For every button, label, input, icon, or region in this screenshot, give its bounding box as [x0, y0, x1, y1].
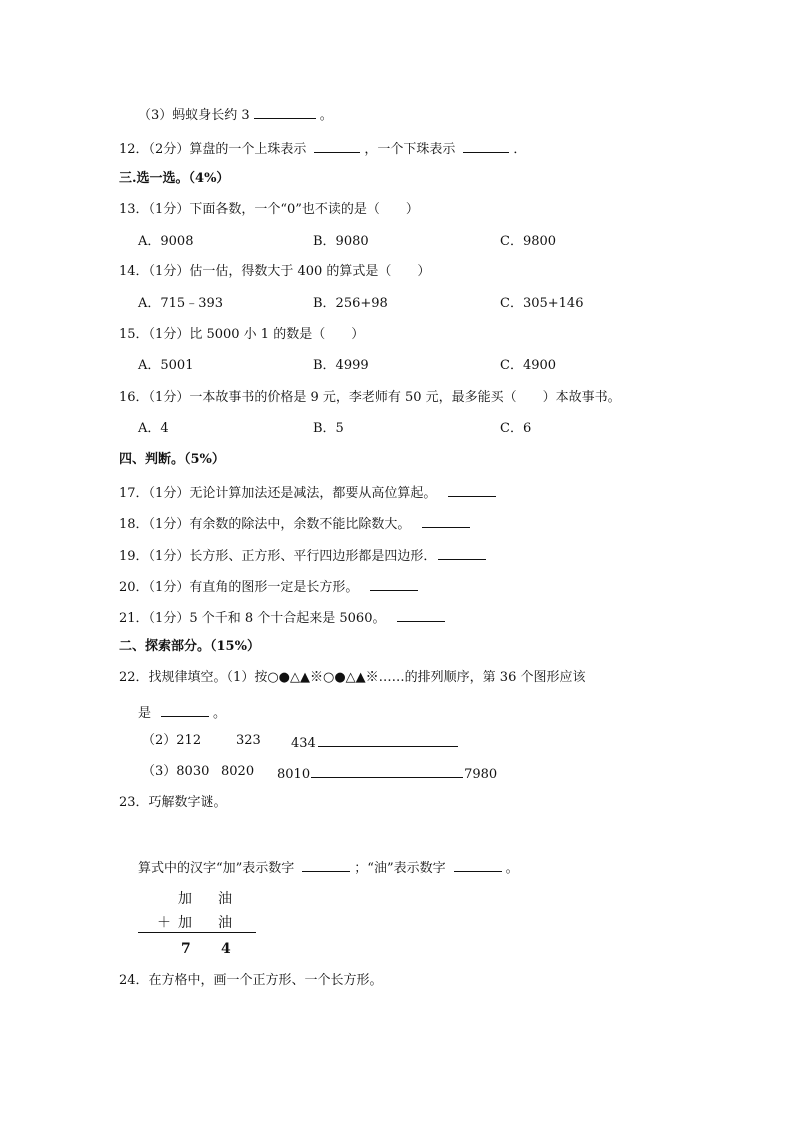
- addend2-ones: 油: [218, 915, 232, 931]
- q21-text: 21．（1分）5 个千和 8 个十合起来是 5060。: [119, 611, 386, 626]
- q11-answer-blank[interactable]: [254, 104, 316, 119]
- q17-text: 17．（1分）无论计算加法还是减法，都要从高位算起。: [119, 486, 437, 501]
- q15-option-a[interactable]: A．5001: [138, 358, 194, 373]
- addend1-ones: 油: [218, 891, 232, 907]
- section-title: 二、探索部分。（15%）: [119, 639, 260, 654]
- q17-answer-blank[interactable]: [448, 482, 496, 497]
- q16-option-a[interactable]: A．4: [138, 421, 169, 436]
- q16-stem: 16．（1分）一本故事书的价格是 9 元，李老师有 50 元，最多能买（ ）本故事书。: [119, 390, 621, 405]
- q20: [119, 576, 422, 597]
- q15-option-b[interactable]: B．4999: [313, 358, 369, 373]
- q13-option-b[interactable]: B．9080: [313, 234, 369, 249]
- addend2-tens: 加: [178, 915, 192, 931]
- q12-text-a: 12．（2分）算盘的一个上珠表示: [119, 142, 307, 157]
- result-ones: 4: [221, 941, 231, 957]
- q21-answer-blank[interactable]: [397, 607, 445, 622]
- q22-part2-n3: 434: [291, 732, 462, 753]
- q18-text: 18．（1分）有余数的除法中，余数不能比除数大。: [119, 517, 411, 532]
- q14-option-b[interactable]: B．256+98: [313, 296, 388, 311]
- q22-part3-n2: 8020: [221, 764, 255, 779]
- q22-part2: [142, 732, 201, 750]
- q13-option-a[interactable]: A．9008: [138, 234, 194, 249]
- q13-option-c[interactable]: C．9800: [500, 234, 557, 249]
- q22-part2-blank[interactable]: [318, 732, 458, 747]
- q22-part3-n3: 8010 7980: [277, 763, 497, 784]
- q22-part3-blank[interactable]: [311, 763, 463, 778]
- q11-part3-text: （3）蚂蚁身长约 3: [138, 108, 250, 123]
- sum-line: [138, 932, 256, 933]
- q14-stem: 14．（1分）估一估，得数大于 400 的算式是（ ）: [119, 264, 431, 279]
- q17: [119, 482, 500, 503]
- section-title: 三.选一选。（4%）: [119, 171, 230, 186]
- q22-line1: 22．找规律填空。（1）按○●△▲※○●△▲※……的排列顺序，第 36 个图形应该: [119, 670, 586, 685]
- q18-answer-blank[interactable]: [422, 513, 470, 528]
- q12-blank-upper[interactable]: [314, 138, 360, 153]
- q22-answer-blank[interactable]: [161, 702, 209, 717]
- q16-option-c[interactable]: C．6: [500, 421, 532, 436]
- q21: [119, 607, 449, 628]
- q22-line2-text: 是: [138, 706, 152, 721]
- q12-text-c: ．: [513, 142, 527, 157]
- q12-blank-lower[interactable]: [463, 138, 509, 153]
- plus-sign: ＋: [157, 915, 171, 931]
- addend1-tens: 加: [178, 891, 192, 907]
- q11-part3: （3）蚂蚁身长约 3 。: [138, 104, 333, 125]
- q14-option-c[interactable]: C．305+146: [500, 296, 584, 311]
- q22-part2-label: （2）212: [142, 733, 202, 748]
- q22-part2-n2: 323: [236, 733, 261, 748]
- q19: [119, 545, 490, 566]
- q24-text: 24．在方格中，画一个正方形、一个长方形。: [119, 973, 383, 988]
- q13-stem: 13．（1分）下面各数，一个“0”也不读的是（ ）: [119, 202, 419, 217]
- q22-part3-label: （3）8030: [142, 764, 210, 779]
- q15-stem: 15．（1分）比 5000 小 1 的数是（ ）: [119, 327, 365, 342]
- q18: [119, 513, 474, 534]
- q23-title: 23．巧解数字谜。: [119, 795, 227, 810]
- q19-text: 19．（1分）长方形、正方形、平行四边形都是四边形．: [119, 549, 437, 564]
- q23-prompt: 算式中的汉字“加”表示数字 ；“油”表示数字 。: [138, 857, 519, 878]
- q23-blank-jia[interactable]: [302, 857, 350, 872]
- q23-blank-you[interactable]: [454, 857, 502, 872]
- q19-answer-blank[interactable]: [438, 545, 486, 560]
- q22-line2: 是 。: [138, 702, 226, 723]
- q12-text-b: ，一个下珠表示: [364, 142, 456, 157]
- q15-option-c[interactable]: C．4900: [500, 358, 557, 373]
- section-title: 四、判断。（5%）: [119, 452, 225, 467]
- q12: [119, 138, 526, 159]
- result-tens: 7: [181, 941, 191, 957]
- q16-option-b[interactable]: B．5: [313, 421, 344, 436]
- q14-option-a[interactable]: A．715﹣393: [138, 296, 224, 311]
- q20-answer-blank[interactable]: [370, 576, 418, 591]
- q20-text: 20．（1分）有直角的图形一定是长方形。: [119, 580, 359, 595]
